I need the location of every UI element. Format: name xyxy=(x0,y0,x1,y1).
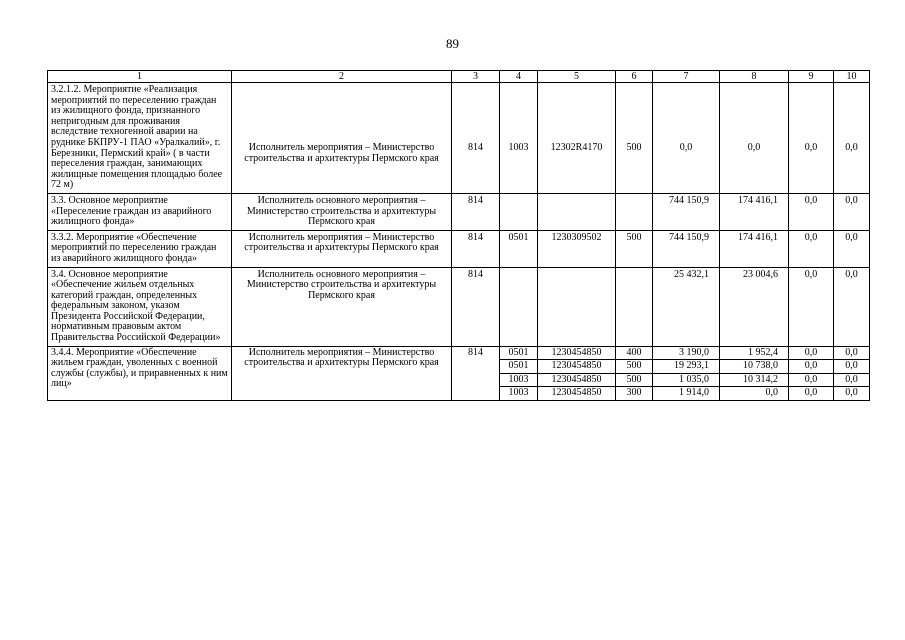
cell-c4 xyxy=(500,193,538,230)
cell-c5: 1230309502 xyxy=(538,230,616,267)
table-row xyxy=(48,267,870,346)
cell-c3: 814 xyxy=(452,230,500,267)
cell-c5 xyxy=(538,193,616,230)
cell-c3: 814 xyxy=(452,193,500,230)
cell-c9: 0,0 xyxy=(789,387,834,401)
header-cell: 8 xyxy=(720,71,789,83)
header-row xyxy=(48,71,870,83)
cell-c8: 0,0 xyxy=(720,83,789,194)
cell-c6: 300 xyxy=(616,387,653,401)
cell-c5: 1230454850 xyxy=(538,373,616,387)
table-row xyxy=(48,230,870,267)
cell-c7: 19 293,1 xyxy=(653,360,720,374)
header-cell: 5 xyxy=(538,71,616,83)
header-cell: 1 xyxy=(48,71,232,83)
cell-c4: 0501 xyxy=(500,360,538,374)
cell-c8: 10 738,0 xyxy=(720,360,789,374)
header-cell: 3 xyxy=(452,71,500,83)
cell-c9: 0,0 xyxy=(789,193,834,230)
cell-c5: 1230454850 xyxy=(538,360,616,374)
cell-c4: 1003 xyxy=(500,387,538,401)
cell-c9: 0,0 xyxy=(789,373,834,387)
cell-c7: 744 150,9 xyxy=(653,230,720,267)
cell-c5: 1230454850 xyxy=(538,387,616,401)
budget-table xyxy=(47,70,870,401)
cell-c7: 1 914,0 xyxy=(653,387,720,401)
executor: Исполнитель основного мероприятия – Министерство строительства и архитектуры Пермского края xyxy=(232,267,452,346)
cell-c9: 0,0 xyxy=(789,267,834,346)
activity-name: 3.2.1.2. Мероприятие «Реализация мероприятий по переселению граждан из жилищного фонда, признанного непригодным для проживания вследствие техногенной аварии на руднике БКПРУ-1 ПАО «Уралкалий», г. Березники, Пермский край» ( в части переселения граждан, занимающих жилищные помещения площадью более 72 м) xyxy=(48,83,232,194)
cell-c10: 0,0 xyxy=(834,373,870,387)
cell-c3: 814 xyxy=(452,346,500,400)
cell-c6 xyxy=(616,267,653,346)
cell-c8: 10 314,2 xyxy=(720,373,789,387)
header-cell: 2 xyxy=(232,71,452,83)
executor: Исполнитель основного мероприятия – Министерство строительства и архитектуры Пермского края xyxy=(232,193,452,230)
cell-c7: 744 150,9 xyxy=(653,193,720,230)
cell-c7: 1 035,0 xyxy=(653,373,720,387)
cell-c10: 0,0 xyxy=(834,83,870,194)
cell-c6: 500 xyxy=(616,230,653,267)
cell-c10: 0,0 xyxy=(834,360,870,374)
cell-c9: 0,0 xyxy=(789,360,834,374)
cell-c3: 814 xyxy=(452,267,500,346)
executor: Исполнитель мероприятия – Министерство строительства и архитектуры Пермского края xyxy=(232,83,452,194)
cell-c9: 0,0 xyxy=(789,346,834,360)
table-row xyxy=(48,83,870,194)
activity-name: 3.4. Основное мероприятие «Обеспечение жильем отдельных категорий граждан, определенных федеральным законом, указом Президента Российской Федерации, нормативным правовым актом Правительства Российской Федерации» xyxy=(48,267,232,346)
cell-c5: 12302R4170 xyxy=(538,83,616,194)
cell-c4: 1003 xyxy=(500,83,538,194)
cell-c8: 23 004,6 xyxy=(720,267,789,346)
executor: Исполнитель мероприятия – Министерство строительства и архитектуры Пермского края xyxy=(232,230,452,267)
cell-c4: 0501 xyxy=(500,346,538,360)
cell-c6: 500 xyxy=(616,83,653,194)
cell-c4: 1003 xyxy=(500,373,538,387)
cell-c3: 814 xyxy=(452,83,500,194)
cell-c9: 0,0 xyxy=(789,230,834,267)
cell-c6: 500 xyxy=(616,360,653,374)
header-cell: 6 xyxy=(616,71,653,83)
cell-c6 xyxy=(616,193,653,230)
executor: Исполнитель мероприятия – Министерство строительства и архитектуры Пермского края xyxy=(232,346,452,400)
cell-c10: 0,0 xyxy=(834,193,870,230)
cell-c8: 174 416,1 xyxy=(720,230,789,267)
activity-name: 3.4.4. Мероприятие «Обеспечение жильем граждан, уволенных с военной службы (службы), и приравненных к ним лиц» xyxy=(48,346,232,400)
activity-name: 3.3. Основное мероприятие «Переселение граждан из аварийного жилищного фонда» xyxy=(48,193,232,230)
header-cell: 4 xyxy=(500,71,538,83)
cell-c7: 3 190,0 xyxy=(653,346,720,360)
cell-c5 xyxy=(538,267,616,346)
cell-c7: 25 432,1 xyxy=(653,267,720,346)
cell-c9: 0,0 xyxy=(789,83,834,194)
table-row xyxy=(48,193,870,230)
cell-c4: 0501 xyxy=(500,230,538,267)
cell-c5: 1230454850 xyxy=(538,346,616,360)
activity-name: 3.3.2. Мероприятие «Обеспечение мероприятий по переселению граждан из аварийного жилищного фонда» xyxy=(48,230,232,267)
cell-c7: 0,0 xyxy=(653,83,720,194)
cell-c8: 174 416,1 xyxy=(720,193,789,230)
cell-c8: 1 952,4 xyxy=(720,346,789,360)
cell-c10: 0,0 xyxy=(834,267,870,346)
header-cell: 10 xyxy=(834,71,870,83)
header-cell: 9 xyxy=(789,71,834,83)
cell-c10: 0,0 xyxy=(834,346,870,360)
cell-c8: 0,0 xyxy=(720,387,789,401)
cell-c10: 0,0 xyxy=(834,230,870,267)
table-row xyxy=(48,346,870,360)
cell-c10: 0,0 xyxy=(834,387,870,401)
cell-c6: 400 xyxy=(616,346,653,360)
cell-c6: 500 xyxy=(616,373,653,387)
page-number: 89 xyxy=(446,36,459,51)
cell-c4 xyxy=(500,267,538,346)
header-cell: 7 xyxy=(653,71,720,83)
